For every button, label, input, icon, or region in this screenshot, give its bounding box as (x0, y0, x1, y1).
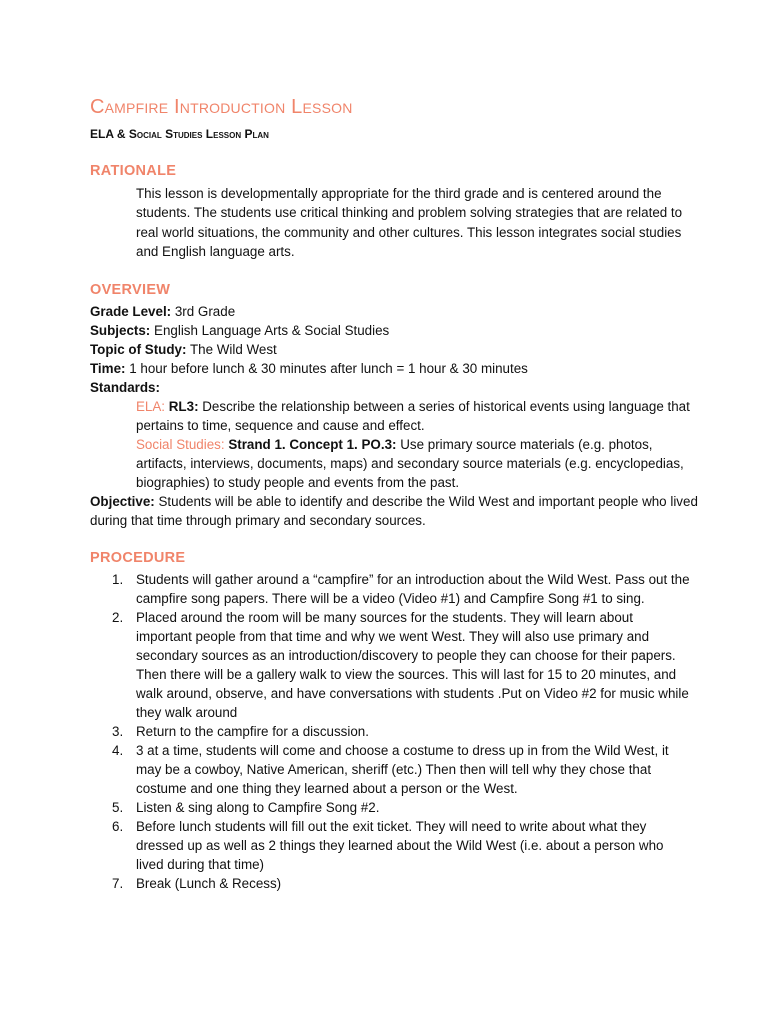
lesson-title: Campfire Introduction Lesson (90, 96, 353, 118)
procedure-heading: PROCEDURE (90, 550, 186, 566)
subjects-line (90, 321, 389, 340)
overview-heading: OVERVIEW (90, 282, 171, 298)
list-item (90, 798, 690, 817)
objective-text: Students will be able to identify and describe the Wild West and important people who lived during that time through primary and secondary sources. (90, 494, 698, 528)
topic-line (90, 340, 277, 359)
objective-label: Objective: (90, 494, 155, 509)
step-number: 2. (112, 610, 124, 625)
grade-level-label: Grade Level: (90, 304, 172, 319)
step-number: 3. (112, 724, 124, 739)
time-line (90, 359, 528, 378)
social-studies-code: Strand 1. Concept 1. PO.3: (228, 437, 397, 452)
step-text: Before lunch students will fill out the exit ticket. They will need to write about what they dressed up as well as 2 things they learned about the Wild West (i.e. about a person who lived during that time) (136, 819, 664, 872)
step-text: Break (Lunch & Recess) (136, 876, 282, 891)
social-studies-text: Use primary source materials (e.g. photos, artifacts, interviews, documents, maps) and secondary source materials (e.g. encyclopedias, biographies) to study people and events from the past. (136, 437, 684, 490)
step-number: 4. (112, 743, 124, 758)
social-studies-tag: Social Studies: (136, 437, 225, 452)
subjects-label: Subjects: (90, 323, 151, 338)
step-number: 7. (112, 876, 124, 891)
objective-line (90, 492, 700, 530)
ela-code: RL3: (168, 399, 199, 414)
ela-tag: ELA: (136, 399, 166, 414)
lesson-subtitle: ELA & Social Studies Lesson Plan (90, 127, 269, 141)
list-item (90, 874, 690, 893)
ela-text: Describe the relationship between a series of historical events using language that pertains to time, sequence and cause and effect. (136, 399, 690, 433)
time-value: 1 hour before lunch & 30 minutes after lunch = 1 hour & 30 minutes (129, 361, 528, 376)
step-text: Placed around the room will be many sources for the students. They will learn about important people from that time and why we went West. They will also use primary and secondary sources as an introduction/discovery to people they can choose for their papers. Then there will be a gallery walk to view the sources. This will last for 15 to 20 minutes, and walk around, observe, and have conversations with students .Put on Video #2 for music while they walk around (136, 610, 689, 720)
procedure-list (90, 570, 690, 893)
step-text: 3 at a time, students will come and choose a costume to dress up in from the Wild West, it may be a cowboy, Native American, sheriff (etc.) Then then will tell why they chose that costume and one thing they learned about a person or the West. (136, 743, 669, 796)
subjects-value: English Language Arts & Social Studies (154, 323, 390, 338)
step-number: 6. (112, 819, 124, 834)
list-item (90, 722, 690, 741)
standards-label: Standards: (90, 380, 160, 395)
step-text: Return to the campfire for a discussion. (136, 724, 369, 739)
topic-label: Topic of Study: (90, 342, 187, 357)
list-item (90, 817, 690, 874)
topic-value: The Wild West (189, 342, 277, 357)
step-number: 5. (112, 800, 124, 815)
step-text: Listen & sing along to Campfire Song #2. (136, 800, 380, 815)
rationale-text: This lesson is developmentally appropriate for the third grade and is centered around the students. The students use critical thinking and problem solving strategies that are related to real world situations, the community and other cultures. This lesson integrates social studies and English language arts. (136, 186, 683, 259)
rationale-heading: RATIONALE (90, 163, 177, 179)
step-text: Students will gather around a “campfire” for an introduction about the Wild West. Pass out the campfire song papers. There will be a video (Video #1) and Campfire Song #1 to sing. (136, 572, 690, 606)
step-number: 1. (112, 572, 124, 587)
list-item (90, 741, 690, 798)
grade-level-value: 3rd Grade (174, 304, 236, 319)
grade-level-line (90, 302, 235, 321)
social-studies-standard (136, 435, 706, 492)
standards-line (90, 378, 160, 397)
ela-standard (136, 397, 706, 435)
list-item (90, 570, 690, 608)
list-item (90, 608, 690, 722)
time-label: Time: (90, 361, 126, 376)
